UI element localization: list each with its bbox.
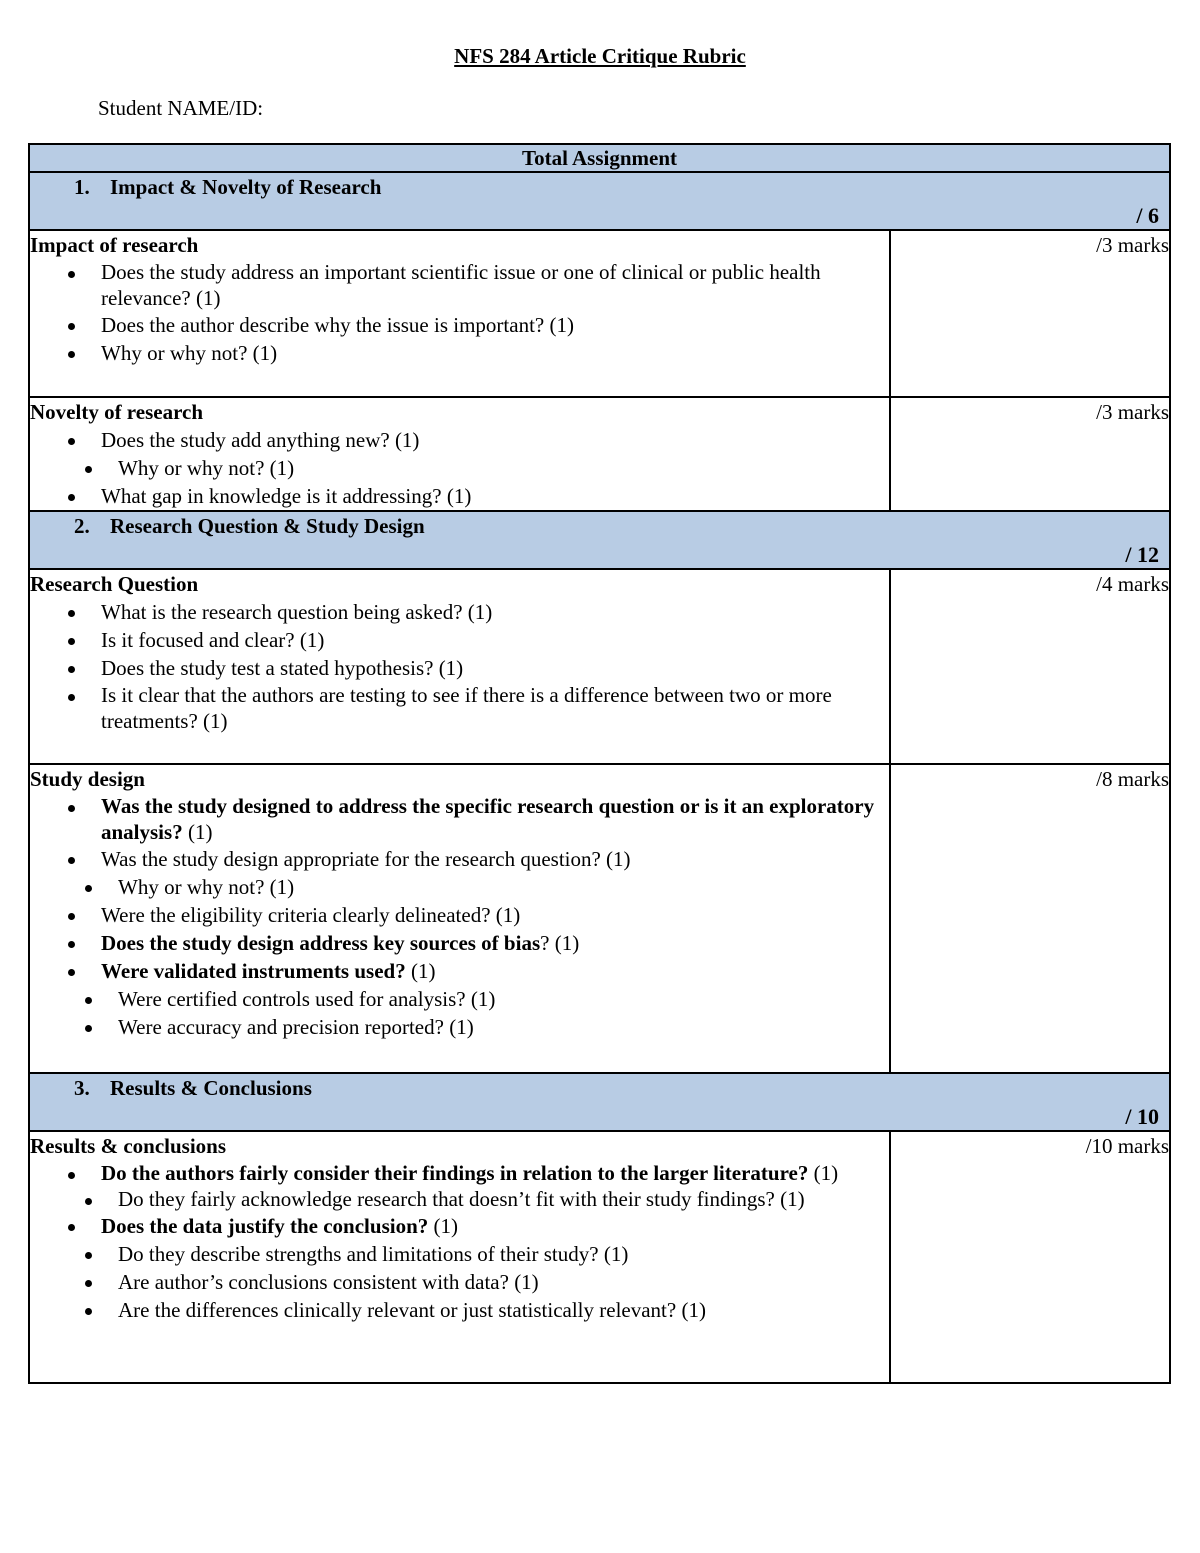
section-title: Research Question & Study Design xyxy=(110,514,425,538)
marks-cell: /10 marks xyxy=(890,1131,1170,1383)
list-item: Are author’s conclusions consistent with data? (1) xyxy=(30,1268,889,1296)
criterion-list xyxy=(30,259,889,367)
list-item: Do the authors fairly consider their findings in relation to the larger literature? (1) xyxy=(30,1160,889,1186)
list-item: Why or why not? (1) xyxy=(30,873,889,901)
section-2-header-row xyxy=(29,511,1170,569)
criterion-row-novelty xyxy=(29,397,1170,511)
section-title: Results & Conclusions xyxy=(110,1076,312,1100)
rubric-table xyxy=(28,143,1171,1384)
section-3-header-row xyxy=(29,1073,1170,1131)
total-assignment-header: Total Assignment xyxy=(29,144,1170,172)
criterion-heading: Study design xyxy=(30,767,145,791)
section-number: 1. xyxy=(74,175,90,199)
list-item: Does the study design address key sources of bias? (1) xyxy=(30,929,889,957)
list-item: What is the research question being asked? (1) xyxy=(30,598,889,626)
section-1-header-row xyxy=(29,172,1170,230)
list-item: Do they fairly acknowledge research that doesn’t fit with their study findings? (1) xyxy=(30,1186,889,1212)
list-item: Are the differences clinically relevant or just statistically relevant? (1) xyxy=(30,1296,889,1324)
criterion-list xyxy=(30,1160,889,1324)
criterion-heading: Results & conclusions xyxy=(30,1134,227,1158)
section-score: / 10 xyxy=(1125,1104,1160,1129)
list-item: Does the study address an important scientific issue or one of clinical or public health relevance? (1) xyxy=(30,259,889,311)
section-title: Impact & Novelty of Research xyxy=(110,175,382,199)
list-item: Why or why not? (1) xyxy=(30,339,889,367)
marks-cell: /3 marks xyxy=(890,230,1170,397)
list-item: Is it clear that the authors are testing to see if there is a difference between two or more treatments? (1) xyxy=(30,682,889,734)
criterion-list xyxy=(30,793,889,1041)
criterion-row-study-design xyxy=(29,764,1170,1073)
list-item: Do they describe strengths and limitations of their study? (1) xyxy=(30,1240,889,1268)
list-item: Does the author describe why the issue is important? (1) xyxy=(30,311,889,339)
section-number: 2. xyxy=(74,514,90,538)
criterion-heading: Research Question xyxy=(30,572,199,596)
criterion-row-research-question xyxy=(29,569,1170,764)
list-item: What gap in knowledge is it addressing? (1) xyxy=(30,482,889,510)
section-number: 3. xyxy=(74,1076,90,1100)
section-score: / 6 xyxy=(1136,203,1160,228)
list-item: Why or why not? (1) xyxy=(30,454,889,482)
total-assignment-row xyxy=(29,144,1170,172)
list-item: Does the study add anything new? (1) xyxy=(30,426,889,454)
section-score: / 12 xyxy=(1125,542,1160,567)
criterion-heading: Novelty of research xyxy=(30,400,204,424)
list-item: Does the data justify the conclusion? (1) xyxy=(30,1212,889,1240)
list-item: Were validated instruments used? (1) xyxy=(30,957,889,985)
list-item: Were certified controls used for analysis? (1) xyxy=(30,985,889,1013)
list-item: Were the eligibility criteria clearly delineated? (1) xyxy=(30,901,889,929)
marks-cell: /8 marks xyxy=(890,764,1170,1073)
marks-cell: /3 marks xyxy=(890,397,1170,511)
criterion-heading: Impact of research xyxy=(30,233,199,257)
student-name-label: Student NAME/ID: xyxy=(98,96,264,120)
document-title: NFS 284 Article Critique Rubric xyxy=(454,44,746,68)
list-item: Was the study designed to address the specific research question or is it an exploratory analysis? (1) xyxy=(30,793,889,845)
criterion-list xyxy=(30,426,889,510)
criterion-list xyxy=(30,598,889,734)
marks-cell: /4 marks xyxy=(890,569,1170,764)
list-item: Does the study test a stated hypothesis? (1) xyxy=(30,654,889,682)
list-item: Were accuracy and precision reported? (1) xyxy=(30,1013,889,1041)
list-item: Is it focused and clear? (1) xyxy=(30,626,889,654)
list-item: Was the study design appropriate for the research question? (1) xyxy=(30,845,889,873)
criterion-row-results-conclusions xyxy=(29,1131,1170,1383)
criterion-row-impact xyxy=(29,230,1170,397)
